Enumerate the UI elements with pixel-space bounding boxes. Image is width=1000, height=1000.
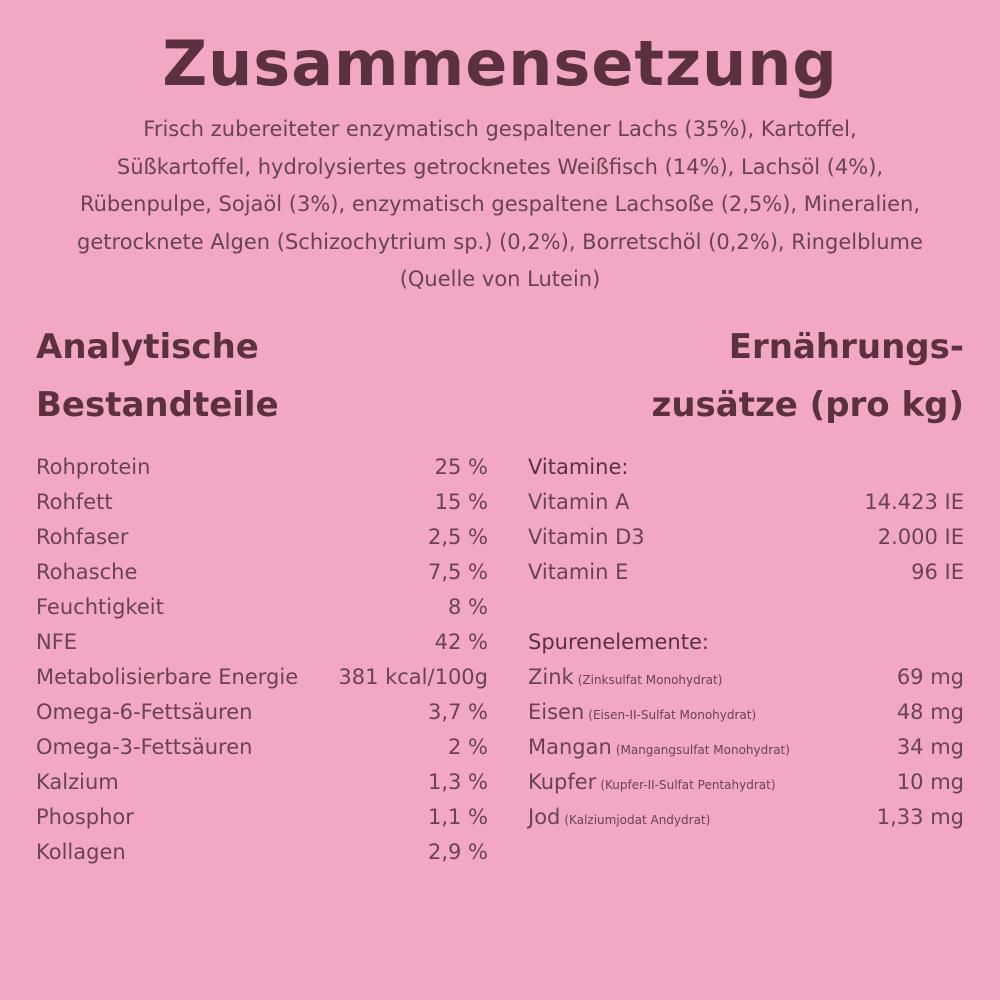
trace-value: 48 mg bbox=[896, 700, 964, 724]
analytic-value: 1,3 % bbox=[427, 770, 488, 794]
analytic-value: 1,1 % bbox=[427, 805, 488, 829]
vitamin-row bbox=[528, 485, 964, 520]
trace-value: 10 mg bbox=[896, 770, 964, 794]
vitamin-name: Vitamin D3 bbox=[528, 525, 645, 549]
additives-heading-line: Ernährungs- bbox=[728, 327, 964, 367]
section-spacer bbox=[528, 590, 964, 625]
analytic-name: Metabolisierbare Energie bbox=[36, 665, 299, 689]
analytic-value: 381 kcal/100g bbox=[338, 665, 488, 689]
trace-note: (Zinksulfat Monohydrat) bbox=[577, 673, 723, 687]
analytic-name: Omega-6-Fettsäuren bbox=[36, 700, 253, 724]
trace-row bbox=[528, 800, 964, 835]
analytic-value: 2 % bbox=[448, 735, 488, 759]
trace-note: (Mangangsulfat Monohydrat) bbox=[615, 743, 790, 757]
vitamin-value: 2.000 IE bbox=[877, 525, 964, 549]
trace-name-group bbox=[528, 800, 710, 838]
trace-value: 34 mg bbox=[896, 735, 964, 759]
trace-name: Zink bbox=[528, 665, 574, 689]
analytic-name: Rohfaser bbox=[36, 525, 129, 549]
trace-row bbox=[528, 730, 964, 765]
trace-name: Jod bbox=[528, 805, 561, 829]
ingredients-line: Frisch zubereiteter enzymatisch gespaltener Lachs (35%), Kartoffel, bbox=[143, 117, 857, 141]
additives-heading-line: zusätze (pro kg) bbox=[651, 385, 964, 425]
analytic-row bbox=[36, 835, 488, 870]
trace-note: (Kalziumjodat Andydrat) bbox=[564, 813, 711, 827]
additives-heading bbox=[540, 318, 964, 434]
analytic-name: Kalzium bbox=[36, 770, 119, 794]
analytic-row bbox=[36, 625, 488, 660]
vitamin-value: 96 IE bbox=[911, 560, 964, 584]
trace-row bbox=[528, 765, 964, 800]
trace-name-group bbox=[528, 730, 790, 768]
vitamins-label: Vitamine: bbox=[528, 455, 629, 479]
analytic-row bbox=[36, 590, 488, 625]
analytic-value: 3,7 % bbox=[427, 700, 488, 724]
vitamin-value: 14.423 IE bbox=[864, 490, 964, 514]
page-title: Zusammensetzung bbox=[162, 27, 838, 100]
analytic-heading-line: Analytische bbox=[36, 327, 259, 367]
trace-row bbox=[528, 695, 964, 730]
analytic-value: 15 % bbox=[434, 490, 488, 514]
trace-note: (Kupfer-II-Sulfat Pentahydrat) bbox=[600, 778, 776, 792]
analytic-row bbox=[36, 555, 488, 590]
trace-name: Kupfer bbox=[528, 770, 597, 794]
analytic-row bbox=[36, 520, 488, 555]
trace-name: Eisen bbox=[528, 700, 585, 724]
analytic-name: Omega-3-Fettsäuren bbox=[36, 735, 253, 759]
analytic-row bbox=[36, 730, 488, 765]
analytic-heading-line: Bestandteile bbox=[36, 385, 279, 425]
analytic-value: 25 % bbox=[434, 455, 488, 479]
analytic-row bbox=[36, 695, 488, 730]
trace-name-group bbox=[528, 695, 756, 733]
vitamin-row bbox=[528, 555, 964, 590]
trace-value: 69 mg bbox=[896, 665, 964, 689]
analytic-heading bbox=[36, 318, 456, 434]
trace-name: Mangan bbox=[528, 735, 612, 759]
trace-elements-label: Spurenelemente: bbox=[528, 630, 709, 654]
analytic-name: Kollagen bbox=[36, 840, 126, 864]
analytic-list bbox=[36, 450, 488, 870]
ingredients-text bbox=[40, 111, 960, 299]
analytic-value: 8 % bbox=[448, 595, 488, 619]
analytic-name: Rohfett bbox=[36, 490, 113, 514]
analytic-value: 42 % bbox=[434, 630, 488, 654]
analytic-value: 2,5 % bbox=[427, 525, 488, 549]
ingredients-line: Rübenpulpe, Sojaöl (3%), enzymatisch gespaltene Lachsoße (2,5%), Mineralien, bbox=[79, 192, 921, 216]
analytic-row bbox=[36, 765, 488, 800]
trace-name-group bbox=[528, 765, 776, 803]
analytic-row bbox=[36, 800, 488, 835]
analytic-value: 2,9 % bbox=[427, 840, 488, 864]
additives-list bbox=[528, 450, 964, 835]
ingredients-line: Süßkartoffel, hydrolysiertes getrocknetes Weißfisch (14%), Lachsöl (4%), bbox=[116, 154, 884, 179]
analytic-name: Rohprotein bbox=[36, 455, 151, 479]
analytic-row bbox=[36, 660, 488, 695]
analytic-name: Rohasche bbox=[36, 560, 138, 584]
vitamin-name: Vitamin E bbox=[528, 560, 629, 584]
ingredients-line: (Quelle von Lutein) bbox=[399, 267, 601, 291]
vitamin-name: Vitamin A bbox=[528, 490, 630, 514]
analytic-row bbox=[36, 450, 488, 485]
ingredients-line: getrocknete Algen (Schizochytrium sp.) (0,2%), Borretschöl (0,2%), Ringelblume bbox=[77, 229, 923, 254]
vitamin-row bbox=[528, 520, 964, 555]
trace-name-group bbox=[528, 660, 722, 698]
analytic-value: 7,5 % bbox=[427, 560, 488, 584]
analytic-name: Feuchtigkeit bbox=[36, 595, 164, 619]
analytic-name: NFE bbox=[36, 630, 78, 654]
analytic-row bbox=[36, 485, 488, 520]
analytic-name: Phosphor bbox=[36, 805, 134, 829]
trace-value: 1,33 mg bbox=[876, 805, 964, 829]
trace-note: (Eisen-II-Sulfat Monohydrat) bbox=[588, 708, 757, 722]
trace-row bbox=[528, 660, 964, 695]
